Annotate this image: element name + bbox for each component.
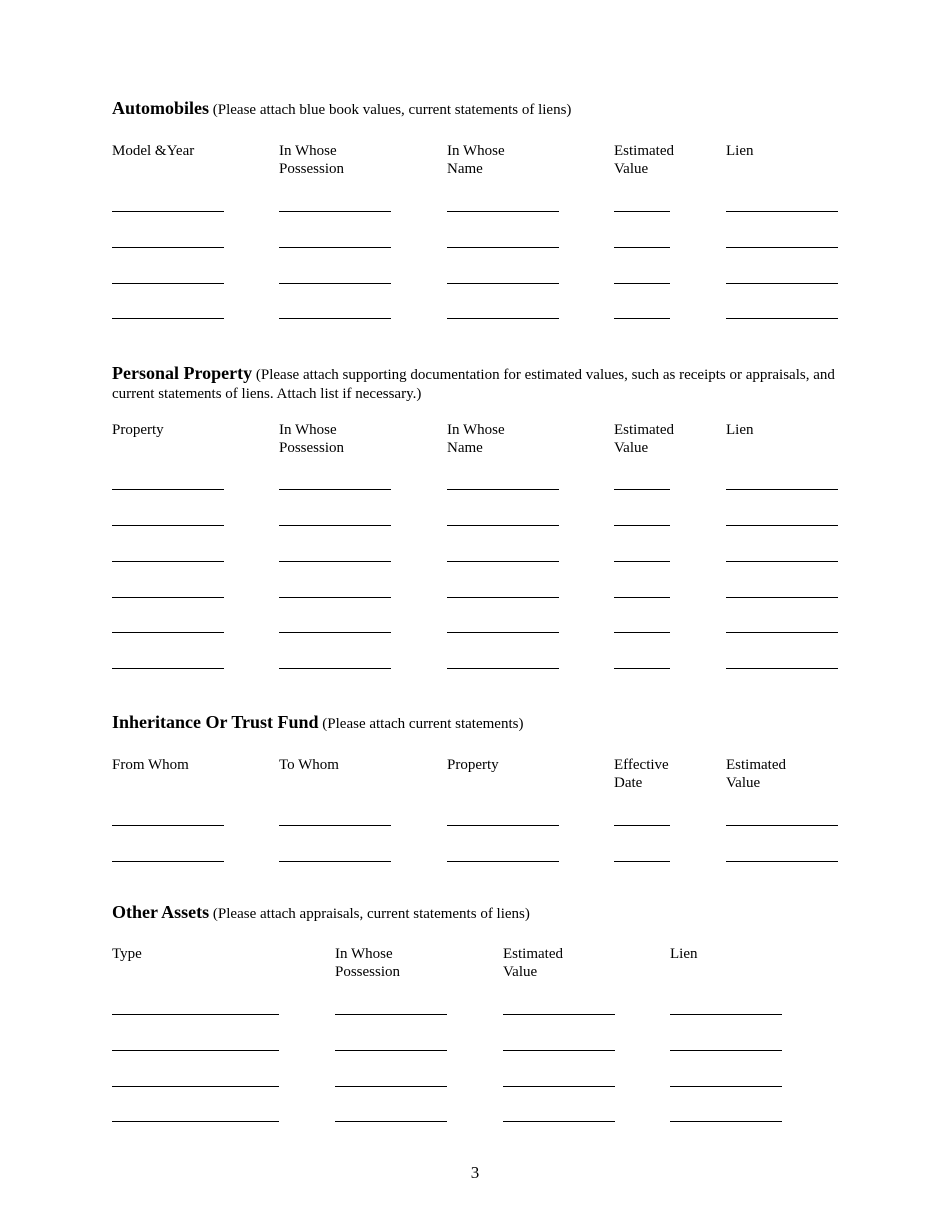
fill-in-blank[interactable] xyxy=(279,489,391,490)
fill-in-blank[interactable] xyxy=(447,668,559,669)
fill-in-blank[interactable] xyxy=(726,525,838,526)
column-header: In Whose Possession xyxy=(279,143,345,177)
personal-property-heading xyxy=(112,364,838,404)
fill-in-blank[interactable] xyxy=(503,1086,615,1087)
fill-in-blank[interactable] xyxy=(726,632,838,633)
fill-in-blank[interactable] xyxy=(279,861,391,862)
column-header: Lien xyxy=(670,946,698,962)
column-header: Estimated Value xyxy=(614,143,674,177)
fill-in-blank[interactable] xyxy=(726,825,838,826)
fill-in-blank[interactable] xyxy=(503,1014,615,1015)
fill-in-blank[interactable] xyxy=(614,283,670,284)
fill-in-blank[interactable] xyxy=(112,825,224,826)
column-header: Estimated Value xyxy=(614,422,674,456)
fill-in-blank[interactable] xyxy=(279,318,391,319)
fill-in-blank[interactable] xyxy=(614,632,670,633)
fill-in-blank[interactable] xyxy=(112,1121,279,1122)
fill-in-blank[interactable] xyxy=(614,668,670,669)
other-assets-note: (Please attach appraisals, current statements of liens) xyxy=(212,906,530,922)
inheritance-title: Inheritance Or Trust Fund xyxy=(112,712,319,732)
fill-in-blank[interactable] xyxy=(279,825,391,826)
column-header: Effective Date xyxy=(614,757,669,791)
column-header: Lien xyxy=(726,422,754,438)
fill-in-blank[interactable] xyxy=(503,1050,615,1051)
column-header: From Whom xyxy=(112,757,189,773)
column-header: Model &Year xyxy=(112,143,195,159)
column-header: Property xyxy=(447,757,499,773)
column-header: To Whom xyxy=(279,757,339,773)
personal-property-note: (Please attach supporting documentation for estimated values, such as receipts or appraisals, and current statements of liens. Attach list if necessary.) xyxy=(112,367,835,402)
fill-in-blank[interactable] xyxy=(726,211,838,212)
fill-in-blank[interactable] xyxy=(447,632,559,633)
fill-in-blank[interactable] xyxy=(503,1121,615,1122)
fill-in-blank[interactable] xyxy=(614,561,670,562)
fill-in-blank[interactable] xyxy=(112,283,224,284)
column-header: In Whose Possession xyxy=(335,946,401,980)
fill-in-blank[interactable] xyxy=(447,489,559,490)
fill-in-blank[interactable] xyxy=(112,525,224,526)
fill-in-blank[interactable] xyxy=(279,247,391,248)
fill-in-blank[interactable] xyxy=(279,632,391,633)
fill-in-blank[interactable] xyxy=(112,668,224,669)
inheritance-heading xyxy=(112,713,838,734)
fill-in-blank[interactable] xyxy=(726,247,838,248)
fill-in-blank[interactable] xyxy=(447,318,559,319)
personal-property-title: Personal Property xyxy=(112,363,253,383)
fill-in-blank[interactable] xyxy=(335,1014,447,1015)
fill-in-blank[interactable] xyxy=(670,1121,782,1122)
fill-in-blank[interactable] xyxy=(614,525,670,526)
fill-in-blank[interactable] xyxy=(726,489,838,490)
fill-in-blank[interactable] xyxy=(112,318,224,319)
fill-in-blank[interactable] xyxy=(726,668,838,669)
fill-in-blank[interactable] xyxy=(112,1086,279,1087)
fill-in-blank[interactable] xyxy=(670,1050,782,1051)
fill-in-blank[interactable] xyxy=(279,283,391,284)
fill-in-blank[interactable] xyxy=(614,247,670,248)
fill-in-blank[interactable] xyxy=(614,489,670,490)
fill-in-blank[interactable] xyxy=(112,247,224,248)
fill-in-blank[interactable] xyxy=(726,283,838,284)
fill-in-blank[interactable] xyxy=(726,561,838,562)
column-header: In Whose Possession xyxy=(279,422,345,456)
fill-in-blank[interactable] xyxy=(614,825,670,826)
fill-in-blank[interactable] xyxy=(726,597,838,598)
page-number: 3 xyxy=(470,1163,480,1182)
fill-in-blank[interactable] xyxy=(447,861,559,862)
fill-in-blank[interactable] xyxy=(447,561,559,562)
column-header: In Whose Name xyxy=(447,143,505,177)
column-header: Lien xyxy=(726,143,754,159)
fill-in-blank[interactable] xyxy=(447,247,559,248)
column-header: Type xyxy=(112,946,142,962)
fill-in-blank[interactable] xyxy=(279,597,391,598)
fill-in-blank[interactable] xyxy=(614,861,670,862)
fill-in-blank[interactable] xyxy=(335,1086,447,1087)
fill-in-blank[interactable] xyxy=(279,211,391,212)
fill-in-blank[interactable] xyxy=(726,861,838,862)
fill-in-blank[interactable] xyxy=(670,1086,782,1087)
fill-in-blank[interactable] xyxy=(112,211,224,212)
fill-in-blank[interactable] xyxy=(447,597,559,598)
automobiles-title: Automobiles xyxy=(112,98,210,118)
fill-in-blank[interactable] xyxy=(335,1050,447,1051)
column-header: In Whose Name xyxy=(447,422,505,456)
inheritance-note: (Please attach current statements) xyxy=(322,716,524,732)
fill-in-blank[interactable] xyxy=(614,597,670,598)
fill-in-blank[interactable] xyxy=(112,597,224,598)
column-header: Estimated Value xyxy=(726,757,786,791)
fill-in-blank[interactable] xyxy=(447,825,559,826)
column-header: Property xyxy=(112,422,164,438)
fill-in-blank[interactable] xyxy=(447,525,559,526)
fill-in-blank[interactable] xyxy=(447,283,559,284)
column-header: Estimated Value xyxy=(503,946,563,980)
fill-in-blank[interactable] xyxy=(112,561,224,562)
fill-in-blank[interactable] xyxy=(112,861,224,862)
fill-in-blank[interactable] xyxy=(279,668,391,669)
fill-in-blank[interactable] xyxy=(614,211,670,212)
fill-in-blank[interactable] xyxy=(279,561,391,562)
fill-in-blank[interactable] xyxy=(447,211,559,212)
fill-in-blank[interactable] xyxy=(112,1014,279,1015)
fill-in-blank[interactable] xyxy=(726,318,838,319)
other-assets-title: Other Assets xyxy=(112,902,210,922)
fill-in-blank[interactable] xyxy=(335,1121,447,1122)
automobiles-heading xyxy=(112,99,838,120)
fill-in-blank[interactable] xyxy=(670,1014,782,1015)
other-assets-heading xyxy=(112,903,838,924)
automobiles-note: (Please attach blue book values, current statements of liens) xyxy=(212,102,572,118)
fill-in-blank[interactable] xyxy=(112,489,224,490)
fill-in-blank[interactable] xyxy=(614,318,670,319)
fill-in-blank[interactable] xyxy=(279,525,391,526)
fill-in-blank[interactable] xyxy=(112,632,224,633)
fill-in-blank[interactable] xyxy=(112,1050,279,1051)
